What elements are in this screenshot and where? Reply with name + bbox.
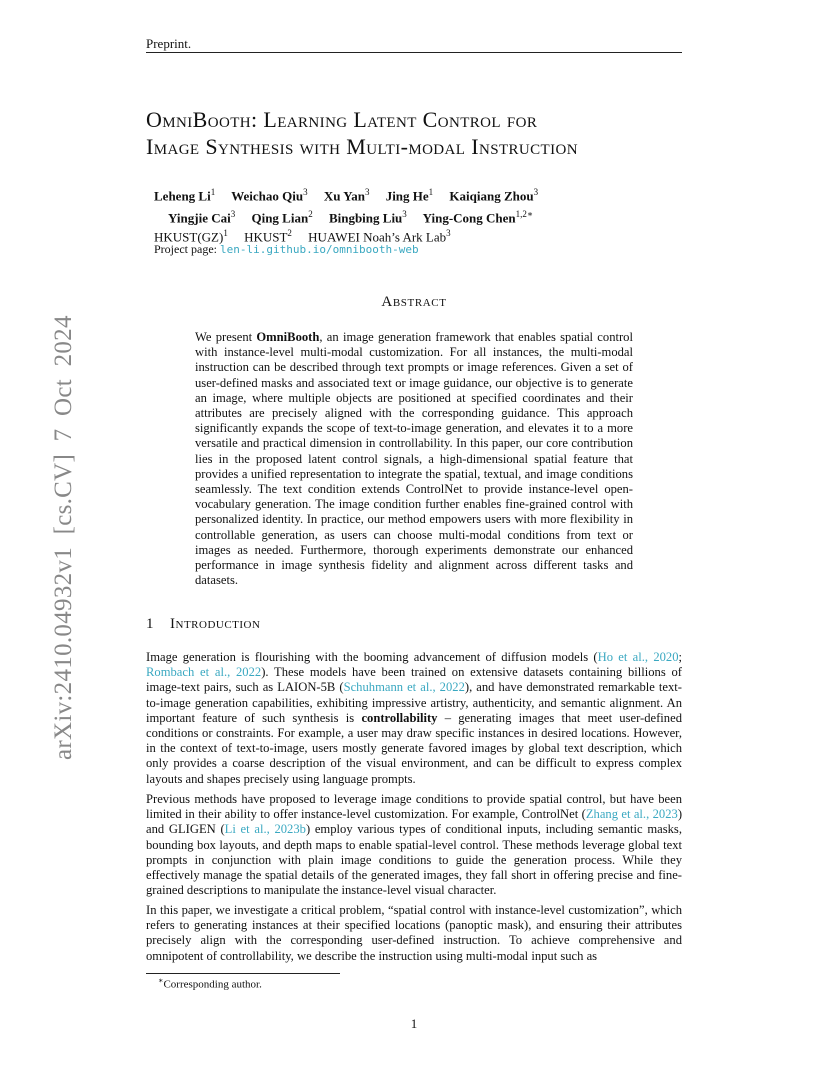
author: Kaiqiang Zhou xyxy=(449,188,534,204)
abstract-heading: Abstract xyxy=(381,294,447,310)
author: Yingjie Cai xyxy=(168,210,231,226)
arxiv-sidebar xyxy=(14,300,77,760)
author-affil-mark: 1,2∗ xyxy=(515,209,534,220)
author-affil-mark: 3 xyxy=(230,209,236,220)
text: Image generation is flourishing with the booming advancement of diffusion models ( xyxy=(146,650,598,664)
author-affil-mark: 1 xyxy=(210,187,216,197)
abstract-text-pre: We present xyxy=(195,330,257,344)
arxiv-identifier: arXiv:2410.04932v1 [cs.CV] 7 Oct 2024 xyxy=(50,315,77,760)
paper-title xyxy=(146,106,706,160)
header-rule xyxy=(146,52,682,53)
project-page xyxy=(154,242,419,257)
abstract-method-name: OmniBooth xyxy=(256,330,320,344)
text: ). These models have been trained on extensive datasets containing billions of image-text pairs, such as LAION-5B ( xyxy=(146,665,682,695)
title-line-1: OmniBooth: Learning Latent Control for xyxy=(146,107,538,132)
citation-link[interactable]: Zhang et al., 2023 xyxy=(585,807,678,822)
affil-mark: 2 xyxy=(287,228,292,238)
footnote xyxy=(158,976,262,991)
title-line-2: Image Synthesis with Multi-modal Instruction xyxy=(146,134,578,159)
text: Previous methods have proposed to leverage image conditions to provide spatial control, but have been limited in their ability to offer instance-level customization. For example, ControlNet ( xyxy=(146,792,682,822)
section-number: 1 xyxy=(146,616,154,632)
author-line-1 xyxy=(154,183,694,205)
project-page-link[interactable]: len-li.github.io/omnibooth-web xyxy=(219,243,419,256)
citation-link[interactable]: Rombach et al., 2022 xyxy=(146,665,262,680)
project-page-label: Project page: xyxy=(154,242,217,256)
author-affil-mark: 3 xyxy=(364,187,370,197)
text: ) and GLIGEN ( xyxy=(146,807,683,837)
affil-mark: 1 xyxy=(223,228,228,238)
section-title: Introduction xyxy=(170,616,261,632)
text: ), and have demonstrated remarkable text-to-image generation capabilities, exhibiting impressive artistry, authenticity, and semantic alignment. An important feature of such synthesis is xyxy=(146,680,682,725)
author-affil-mark: 3 xyxy=(533,187,539,197)
abstract-body xyxy=(195,330,633,588)
intro-paragraph-3: In this paper, we investigate a critical problem, “spatial control with instance-level customization”, which refers to generating instances at their specified locations (panoptic mask), and ensuring their attributes precisely align with the corresponding user-defined instruction. To achieve comprehensive and omnipotent of controllability, we describe the instruction using multi-modal input such as xyxy=(146,903,682,963)
author-affil-mark: 3 xyxy=(303,187,308,197)
intro-paragraph-2 xyxy=(146,792,682,898)
author: Qing Lian xyxy=(251,210,309,226)
footnote-text: Corresponding author. xyxy=(163,978,262,991)
author: Ying-Cong Chen xyxy=(422,210,516,226)
section-heading xyxy=(146,616,260,633)
author: Xu Yan xyxy=(323,188,365,204)
running-header: Preprint. xyxy=(146,36,192,51)
author-list xyxy=(154,183,694,228)
author: Leheng Li xyxy=(154,188,211,204)
footnote-rule xyxy=(146,973,340,974)
author: Jing He xyxy=(385,188,429,204)
footnote-mark: ∗ xyxy=(158,976,164,985)
affiliation: HKUST(GZ) xyxy=(154,229,224,245)
citation-link[interactable]: Schuhmann et al., 2022 xyxy=(343,680,465,695)
emphasis: controllability xyxy=(361,710,438,725)
author: Bingbing Liu xyxy=(328,210,403,226)
author-affil-mark: 3 xyxy=(402,209,407,220)
text: – generating images that meet user-defined conditions or constraints. For example, a user may draw specific instances in desired locations. However, in the context of text-to-image, users mostly generate favored images by global text description, which only provides a coarse description of the visual environment, and can be difficult to express complex layouts and shapes precisely using language prompts. xyxy=(146,710,682,786)
affil-mark: 3 xyxy=(446,228,451,238)
text: ; xyxy=(678,650,683,664)
abstract-text: , an image generation framework that enables spatial control with instance-level multi-modal customization. For all instances, the multi-modal instruction can be described through text prompts or image references. Given a set of user-defined masks and associated text or image guidance, our objective is to generate an image, where multiple objects are positioned at specified coordinates and their attributes are precisely aligned with the corresponding guidance. This approach significantly expands the scope of text-to-image generation, and elevates it to a more versatile and practical dimension in controllability. In this paper, our core contribution lies in the proposed latent control signals, a high-dimensional spatial feature that provides a unified representation to integrate the spatial, textual, and image conditions seamlessly. The text condition extends ControlNet to provide instance-level open-vocabulary generation. The image condition further enables fine-grained control with personalized identity. In practice, our method empowers users with more flexibility in controllable generation, as users can choose multi-modal conditions from text or images as needed. Furthermore, thorough experiments demonstrate our enhanced performance in image synthesis fidelity and alignment across different tasks and datasets. xyxy=(195,330,633,588)
affiliation: HKUST xyxy=(244,229,288,245)
author: Weichao Qiu xyxy=(231,188,304,204)
page-number: 1 xyxy=(410,1016,418,1031)
intro-paragraph-1 xyxy=(146,650,682,787)
affiliation: HUAWEI Noah’s Ark Lab xyxy=(308,229,447,245)
citation-link[interactable]: Li et al., 2023b xyxy=(224,822,306,837)
citation-link[interactable]: Ho et al., 2020 xyxy=(597,650,679,664)
author-affil-mark: 2 xyxy=(308,209,313,220)
author-affil-mark: 1 xyxy=(428,187,434,197)
text: ) employ various types of conditional inputs, including semantic masks, bounding box layouts, and depth maps to enable spatial-level control. These methods leverage global text prompts in conjunction with plain image conditions to guide the generation process. While they effectively manage the spatial details of the generated images, they fall short in offering precise and fine-grained descriptions to manipulate the instance-level visual character. xyxy=(146,822,682,898)
